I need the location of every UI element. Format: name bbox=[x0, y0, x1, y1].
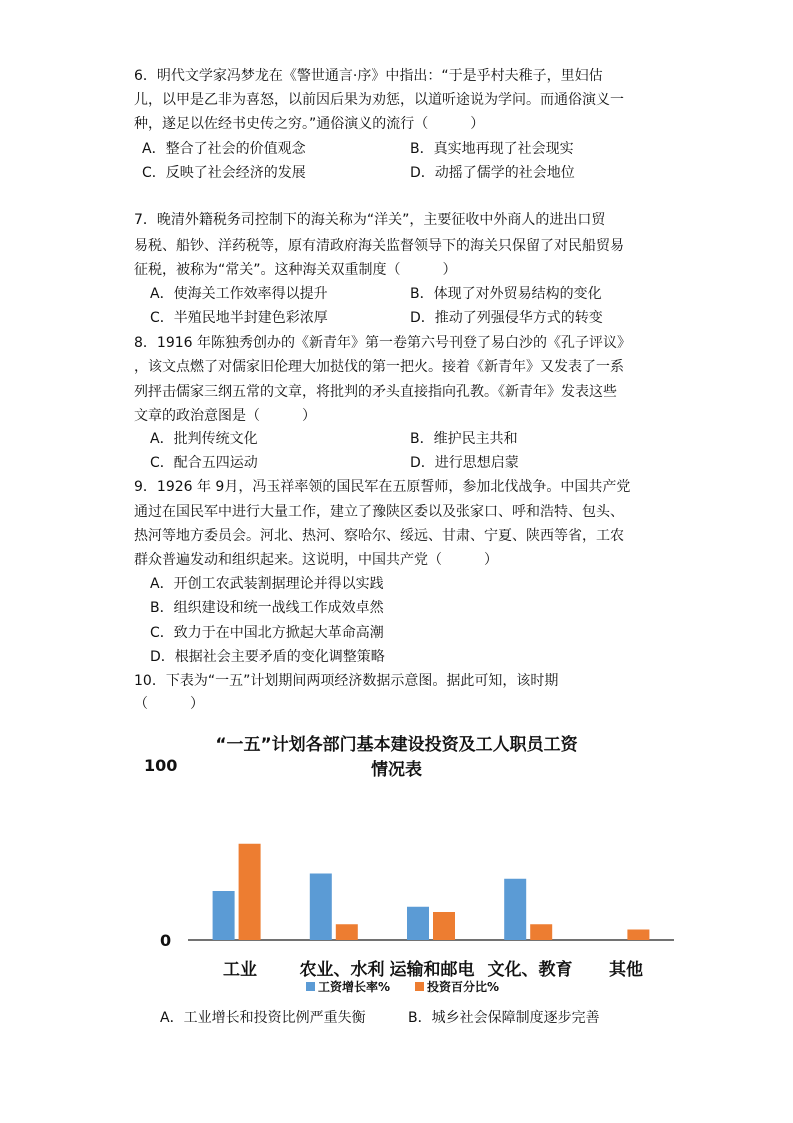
category-label-culture: 文化、教育 bbox=[487, 960, 573, 980]
q9-line-4: 群众普遍发动和组织起来。这说明，中国共产党（ ） bbox=[134, 552, 498, 568]
bar-investment-1 bbox=[336, 924, 358, 940]
q8-line-4: 文章的政治意图是（ ） bbox=[134, 408, 316, 424]
q8-line-1: 8．1916 年陈独秀创办的《新青年》第一卷第六号刊登了易白沙的《孔子评议》 bbox=[134, 335, 631, 351]
q6-option-b[interactable]: B．真实地再现了社会现实 bbox=[410, 141, 574, 157]
bar-investment-4 bbox=[627, 930, 649, 941]
category-label-industry: 工业 bbox=[223, 960, 257, 980]
q9-line-2: 通过在国民军中进行大量工作，建立了豫陕区委以及张家口、呼和浩特、包头、 bbox=[134, 504, 624, 520]
q7-option-a[interactable]: A．使海关工作效率得以提升 bbox=[150, 286, 328, 302]
q7-line-1: 7．晚清外籍税务司控制下的海关称为“洋关”，主要征收中外商人的进出口贸 bbox=[134, 212, 606, 228]
bar-wage-1 bbox=[310, 874, 332, 941]
bar-investment-0 bbox=[239, 844, 261, 940]
category-label-other: 其他 bbox=[609, 960, 643, 980]
q10-option-a[interactable]: A．工业增长和投资比例严重失衡 bbox=[160, 1010, 366, 1026]
q8-option-b[interactable]: B．维护民主共和 bbox=[410, 431, 518, 447]
q8-option-d[interactable]: D．进行思想启蒙 bbox=[410, 455, 519, 471]
legend-swatch-investment bbox=[415, 982, 424, 991]
q8-line-2: ，该文点燃了对儒家旧伦理大加挞伐的第一把火。接着《新青年》又发表了一系 bbox=[134, 359, 624, 375]
chart-title-line-2: 情况表 bbox=[371, 760, 422, 780]
q7-option-c[interactable]: C．半殖民地半封建色彩浓厚 bbox=[150, 310, 328, 326]
q10-option-b[interactable]: B．城乡社会保障制度逐步完善 bbox=[408, 1010, 600, 1026]
q9-line-1: 9．1926 年 9月，冯玉祥率领的国民军在五原誓师，参加北伐战争。中国共产党 bbox=[134, 479, 631, 495]
category-label-agriculture: 农业、水利 bbox=[299, 960, 385, 980]
legend-label-wage: 工资增长率% bbox=[318, 980, 391, 994]
bar-investment-3 bbox=[530, 924, 552, 940]
q8-option-a[interactable]: A．批判传统文化 bbox=[150, 431, 258, 447]
q6-line-3: 种，遂足以佐经书史传之穷。”通俗演义的流行（ ） bbox=[134, 116, 485, 132]
q9-option-d[interactable]: D．根据社会主要矛盾的变化调整策略 bbox=[150, 649, 385, 665]
q7-line-3: 征税，被称为“常关”。这种海关双重制度（ ） bbox=[134, 262, 457, 278]
q9-option-c[interactable]: C．致力于在中国北方掀起大革命高潮 bbox=[150, 625, 384, 641]
q7-option-d[interactable]: D．推动了列强侵华方式的转变 bbox=[410, 310, 603, 326]
chart-title-line-1: “一五”计划各部门基本建设投资及工人职员工资 bbox=[215, 735, 578, 755]
q9-option-b[interactable]: B．组织建设和统一战线工作成效卓然 bbox=[150, 600, 384, 616]
q6-line-2: 儿，以甲是乙非为喜怒，以前因后果为劝惩，以道听途说为学问。而通俗演义一 bbox=[134, 92, 624, 108]
q6-option-a[interactable]: A．整合了社会的价值观念 bbox=[142, 141, 306, 157]
y-tick-bottom: 0 bbox=[160, 931, 172, 950]
legend-item-investment bbox=[415, 978, 499, 995]
q9-line-3: 热河等地方委员会。河北、热河、察哈尔、绥远、甘肃、宁夏、陕西等省，工农 bbox=[134, 528, 624, 544]
q10-line-2: （ ） bbox=[134, 696, 204, 712]
q7-line-2: 易税、船钞、洋药税等，原有清政府海关监督领导下的海关只保留了对民船贸易 bbox=[134, 238, 624, 254]
q8-line-3: 列抨击儒家三纲五常的文章，将批判的矛头直接指向孔教。《新青年》发表这些 bbox=[134, 384, 617, 400]
q6-option-d[interactable]: D．动摇了儒学的社会地位 bbox=[410, 165, 575, 181]
q8-option-c[interactable]: C．配合五四运动 bbox=[150, 455, 258, 471]
category-label-transport: 运输和邮电 bbox=[389, 960, 475, 980]
legend-item-wage bbox=[306, 978, 390, 995]
legend-label-investment: 投资百分比% bbox=[427, 980, 500, 994]
bar-wage-0 bbox=[213, 891, 235, 940]
q10-line-1: 10．下表为“一五”计划期间两项经济数据示意图。据此可知，该时期 bbox=[134, 673, 559, 689]
q7-option-b[interactable]: B．体现了对外贸易结构的变化 bbox=[410, 286, 602, 302]
y-tick-top: 100 bbox=[144, 756, 178, 775]
q6-line-1: 6．明代文学家冯梦龙在《警世通言·序》中指出：“于是乎村夫稚子，里妇估 bbox=[134, 68, 603, 84]
bar-investment-2 bbox=[433, 912, 455, 940]
bar-wage-2 bbox=[407, 907, 429, 940]
q6-option-c[interactable]: C．反映了社会经济的发展 bbox=[142, 165, 306, 181]
q9-option-a[interactable]: A．开创工农武装割据理论并得以实践 bbox=[150, 576, 384, 592]
bar-wage-3 bbox=[504, 879, 526, 940]
legend-swatch-wage bbox=[306, 982, 315, 991]
